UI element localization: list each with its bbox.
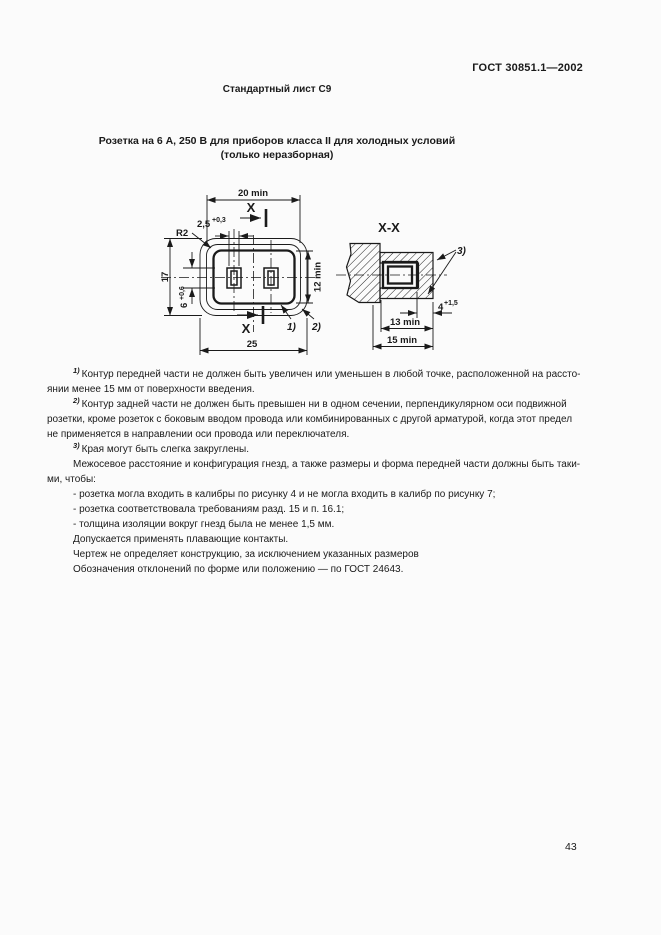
note-text: Обозначения отклонений по форме или положению — по ГОСТ 24643. — [73, 564, 404, 575]
doc-title: Розетка на 6 А, 250 В для приборов класса II для холодных условий — [98, 135, 456, 147]
note-line — [47, 562, 598, 577]
dim-6: 6 — [179, 302, 190, 308]
note-text: - розетка соответствовала требованиям разд. 15 и п. 16.1; — [73, 504, 345, 515]
section-view — [336, 220, 467, 350]
dim-slot-width: 2,5 — [197, 219, 211, 230]
note-ref: 1) — [73, 365, 80, 375]
note-line — [47, 412, 598, 427]
note-ref: 3) — [73, 440, 80, 450]
note-line — [47, 472, 598, 487]
note-line — [47, 397, 598, 412]
dim-15min: 15 min — [386, 335, 418, 346]
note-text: - толщина изоляции вокруг гнезд была не менее 1,5 мм. — [73, 519, 335, 530]
section-body-left — [347, 244, 381, 303]
note-line — [47, 457, 598, 472]
notes-block — [47, 367, 598, 577]
section-mark-bottom: X — [241, 321, 251, 336]
technical-drawing — [150, 178, 480, 368]
note-text: Чертеж не определяет конструкцию, за исключением указанных размеров — [73, 549, 419, 560]
note-line — [47, 502, 598, 517]
note-text: Допускается применять плавающие контакты. — [73, 534, 289, 545]
note-ref: 2) — [73, 395, 80, 405]
sheet-label: Стандартный лист С9 — [222, 84, 332, 95]
note-text: Контур передней части не должен быть увеличен или уменьшен в любой точке, расположенной на рассто- — [81, 369, 581, 380]
note-line — [47, 547, 598, 562]
front-face-contour — [214, 251, 295, 304]
front-view — [160, 188, 324, 355]
dim-17: 17 — [160, 271, 171, 283]
gost-number: ГОСТ 30851.1—2002 — [472, 62, 583, 74]
callout-2: 2) — [312, 322, 321, 333]
callout-1: 1) — [287, 322, 296, 333]
dim-4-tolerance: +1,5 — [444, 300, 458, 307]
note-line — [47, 427, 598, 442]
doc-subtitle: (только неразборная) — [220, 149, 334, 161]
note-text: Межосевое расстояние и конфигурация гнезд, а также размеры и форма передней части должны быть таки- — [73, 459, 581, 470]
note-line — [47, 367, 598, 382]
page-number: 43 — [565, 841, 577, 853]
dim-12min: 12 min — [312, 261, 324, 293]
note-line — [47, 442, 598, 457]
dim-4: 4 — [438, 302, 444, 313]
note-text: Контур задней части не должен быть превышен ни в одном сечении, перпендикулярном оси подвижной — [81, 399, 567, 410]
note-text: ми, чтобы: — [47, 474, 96, 485]
note-text: - розетка могла входить в калибры по рисунку 4 и не могла входить в калибр по рисунку 7; — [73, 489, 496, 500]
section-mark-top: X — [246, 200, 256, 215]
note-text: Края могут быть слегка закруглены. — [81, 444, 250, 455]
note-line — [47, 487, 598, 502]
note-text: розетки, кроме розеток с боковым вводом провода или комбинированных с другой арматурой, когда этот предел — [47, 414, 573, 425]
note-text: не применяется в направлении оси провода или переключателя. — [47, 429, 350, 440]
note-line — [47, 382, 598, 397]
note-line — [47, 517, 598, 532]
note-text: янии менее 15 мм от поверхности введения. — [47, 384, 255, 395]
dim-13min: 13 min — [389, 317, 421, 328]
section-label: X-X — [378, 220, 400, 235]
dim-6-tolerance: +0,6 — [179, 286, 186, 300]
dim-radius: R2 — [176, 228, 189, 239]
dim-25: 25 — [246, 339, 258, 350]
callout-3: 3) — [457, 246, 466, 257]
dim-slot-width-tolerance: +0,3 — [212, 217, 226, 224]
dim-20min: 20 min — [237, 188, 269, 199]
note-line — [47, 532, 598, 547]
